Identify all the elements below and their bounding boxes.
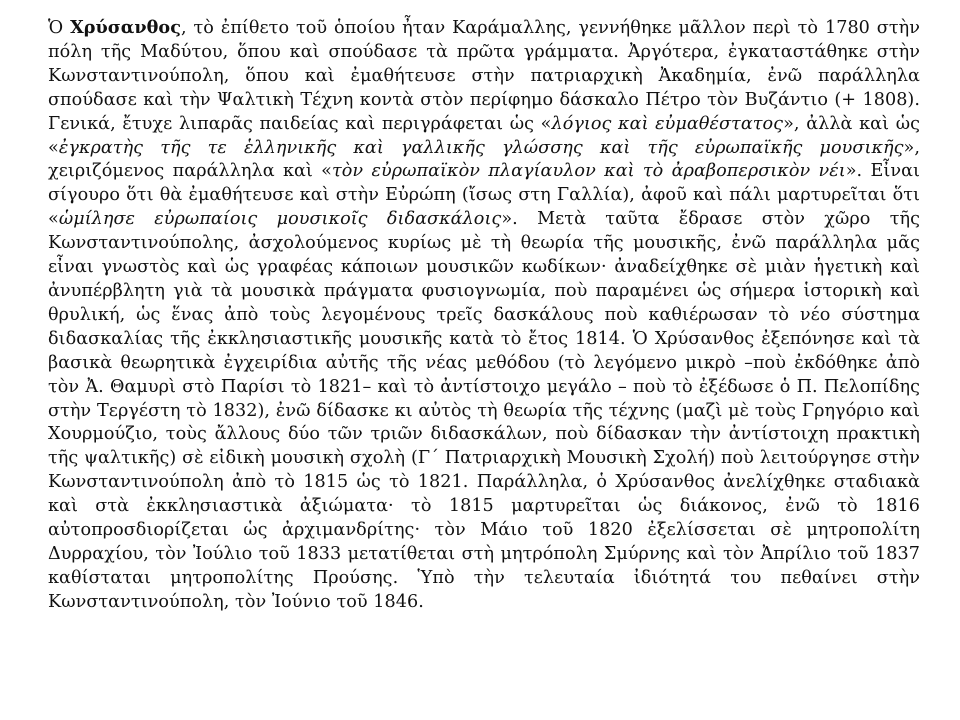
biography-text-5: ». Μετὰ ταῦτα ἔδρασε στὸν χῶρο τῆς Κωνσταντινούπολης, ἀσχολούμενος κυρίως μὲ τὴ θεωρία τῆς μουσικῆς, ἐνῶ παράλληλα μᾶς εἶναι γνωστὸς καὶ ὡς γραφέας κάποιων μουσικῶν κωδίκων· ἀναδείχθηκε σὲ μιὰν ἡγετικὴ καὶ ἀνυπέρβλητη γιὰ τὰ μουσικὰ πράγματα φυσιογνωμία, ποὺ παραμένει ὡς σήμερα ἱστορικὴ καὶ θρυλική, ὡς ἕνας ἀπὸ τοὺς λεγομένους τρεῖς δασκάλους ποὺ καθιέρωσαν τὸ νέο σύστημα διδασκαλίας τῆς ἐκκλησιαστικῆς μουσικῆς κατὰ τὸ ἔτος 1814. Ὁ Χρύσανθος ἐξεπόνησε καὶ τὰ βασικὰ θεωρητικὰ ἐγχειρίδια αὐτῆς τῆς νέας μεθόδου (τὸ λεγόμενο μικρὸ –ποὺ ἐκδόθηκε ἀπὸ τὸν Ἀ. Θαμυρὶ στὸ Παρίσι τὸ 1821– καὶ τὸ ἀντίστοιχο μεγάλο – ποὺ τὸ ἐξέδωσε ὁ Π. Πελοπίδης στὴν Τεργέστη τὸ 1832), ἐνῶ δίδασκε κι αὐτὸς τὴ θεωρία τῆς τέχνης (μαζὶ μὲ τοὺς Γρηγόριο καὶ Χουρμούζιο, τοὺς ἄλλους δύο τῶν τριῶν διδασκάλων, ποὺ δίδασκαν τὴν ἀντίστοιχη πρακτικὴ τῆς ψαλτικῆς) σὲ εἰδικὴ μουσικὴ σχολὴ (Γ΄ Πατριαρχικὴ Μουσικὴ Σχολή) ποὺ λειτούργησε στὴν Κωνσταντινούπολη ἀπὸ τὸ 1815 ὡς τὸ 1821. Παράλληλα, ὁ Χρύσανθος ἀνελίχθηκε σταδιακὰ καὶ στὰ ἐκκλησιαστικὰ ἀξιώματα· τὸ 1815 μαρτυρεῖται ὡς διάκονος, ἐνῶ τὸ 1816 αὐτοπροσδιορίζεται ὡς ἀρχιμανδρίτης· τὸν Μάιο τοῦ 1820 ἐξελίσσεται σὲ μητροπολίτη Δυρραχίου, τὸν Ἰούλιο τοῦ 1833 μετατίθεται στὴ μητρόπολη Σμύρνης καὶ τὸν Ἀπρίλιο τοῦ 1837 καθίσταται μητροπολίτης Προύσης. Ὑπὸ τὴν τελευταία ἰδιότητά του πεθαίνει στὴν Κωνσταντινούπολη, τὸν Ἰούνιο τοῦ 1846.: [48, 209, 921, 612]
biography-text-2: », ἀλλὰ καὶ ὡς «: [48, 113, 920, 158]
subject-name-bold: Χρύσανθος: [70, 17, 181, 38]
biography-text-3: », χειριζόμενος παράλληλα καὶ «: [48, 137, 920, 182]
body-paragraph: [48, 16, 920, 615]
quote-italic-1: λόγιος καὶ εὐμαθέστατος: [551, 113, 784, 134]
article-opening-text: Ὁ: [48, 18, 71, 38]
quote-italic-4: ὡμίλησε εὐρωπαίοις μουσικοῖς διδασκάλοις: [58, 209, 502, 230]
quote-italic-3: τὸν εὐρωπαϊκὸν πλαγίαυλον καὶ τὸ ἀραβοπερσικὸν νέι: [332, 161, 846, 182]
quote-italic-2: ἐγκρατὴς τῆς τε ἑλληνικῆς καὶ γαλλικῆς γλώσσης καὶ τῆς εὐρωπαϊκῆς μουσικῆς: [58, 137, 904, 158]
document-page: [48, 16, 920, 615]
biography-text-4: ». Εἶναι σίγουρο ὅτι θὰ ἐμαθήτευσε καὶ στὴν Εὐρώπη (ἴσως στη Γαλλία), ἀφοῦ καὶ πάλι μαρτυρεῖται ὅτι «: [48, 161, 920, 230]
biography-text-1: , τὸ ἐπίθετο τοῦ ὁποίου ἦταν Καράμαλλης, γεννήθηκε μᾶλλον περὶ τὸ 1780 στὴν πόλη τῆς Μαδύτου, ὅπου καὶ σπούδασε τὰ πρῶτα γράμματα. Ἀργότερα, ἐγκαταστάθηκε στὴν Κωνσταντινούπολη, ὅπου καὶ ἐμαθήτευσε στὴν πατριαρχικὴ Ἀκαδημία, ἐνῶ παράλληλα σπούδασε καὶ τὴν Ψαλτικὴ Τέχνη κοντὰ στὸν περίφημο δάσκαλο Πέτρο τὸν Βυζάντιο (+ 1808). Γενικά, ἔτυχε λιπαρᾶς παιδείας καὶ περιγράφεται ὡς «: [48, 18, 920, 134]
